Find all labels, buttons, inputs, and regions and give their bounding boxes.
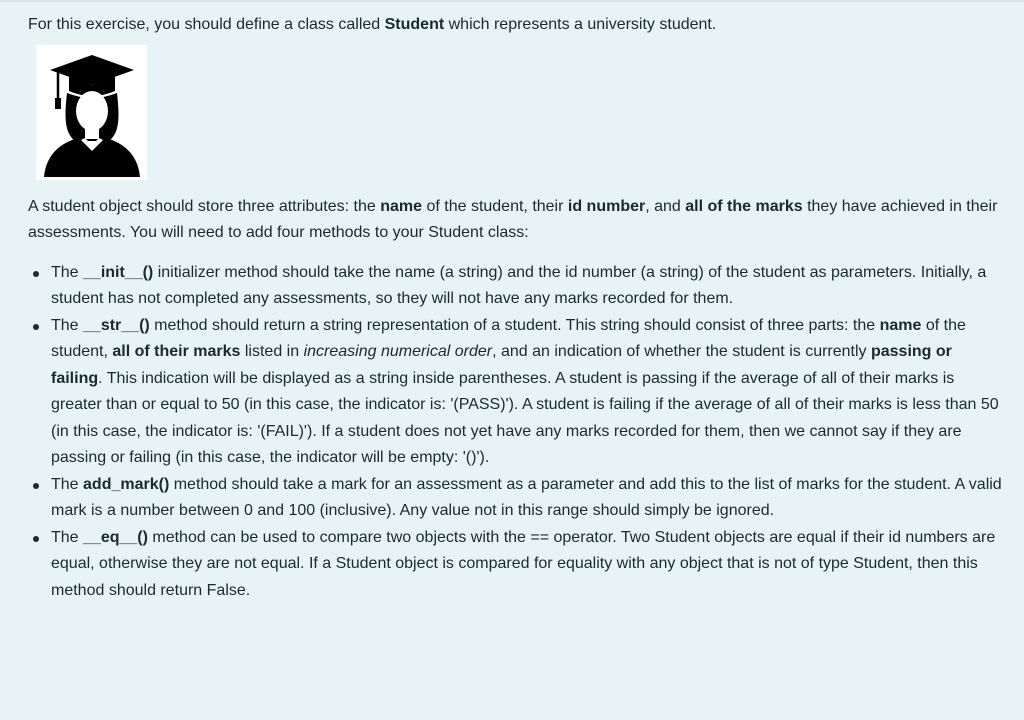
method-init: __init__() bbox=[83, 263, 154, 281]
list-item-init: The __init__() initializer method should take the name (a string) and the id number (a string) of the student as parameters. Initially, a student has not completed any assessments, so they will not have any marks recorded for them. bbox=[51, 260, 1006, 313]
list-item-add-mark: The add_mark() method should take a mark for an assessment as a parameter and add this to the list of marks for the student. A valid mark is a number between 0 and 100 (inclusive). Any value not in this range should simply be ignored. bbox=[51, 472, 1006, 525]
student-graduate-icon bbox=[36, 45, 147, 180]
methods-list bbox=[28, 260, 1006, 605]
top-divider bbox=[0, 0, 1024, 2]
method-str: __str__() bbox=[83, 316, 150, 334]
method-eq: __eq__() bbox=[83, 528, 148, 546]
attr-id-number: id number bbox=[567, 197, 646, 215]
attr-name: name bbox=[380, 197, 423, 215]
intro-paragraph: For this exercise, you should define a class called Student which represents a university student. bbox=[28, 16, 717, 33]
student-image bbox=[36, 45, 147, 180]
list-item-str: The __str__() method should return a string representation of a student. This string should consist of three parts: the name of the student, all of their marks listed in increasing numerical order, and an indication of whether the student is currently passing or failing. This indication will be displayed as a string inside parentheses. A student is passing if the average of all of their marks is greater than or equal to 50 (in this case, the indicator is: '(PASS)'). A student is failing if the average of all of their marks is less than 50 (in this case, the indicator is: '(FAIL)'). If a student does not yet have any marks recorded for them, then we cannot say if they are passing or failing (in this case, the indicator will be empty: '()'). bbox=[51, 313, 1006, 472]
attributes-paragraph: A student object should store three attributes: the name of the student, their id number, and all of the marks they have achieved in their assessments. You will need to add four methods to your Student class: bbox=[28, 197, 998, 241]
list-item-eq: The __eq__() method can be used to compare two objects with the == operator. Two Student objects are equal if their id numbers are equal, otherwise they are not equal. If a Student object is compared for equality with any object that is not of type Student, then this method should return False. bbox=[51, 525, 1006, 605]
class-name: Student bbox=[384, 16, 445, 33]
method-add-mark: add_mark() bbox=[83, 475, 170, 493]
attr-marks: all of the marks bbox=[685, 197, 803, 215]
